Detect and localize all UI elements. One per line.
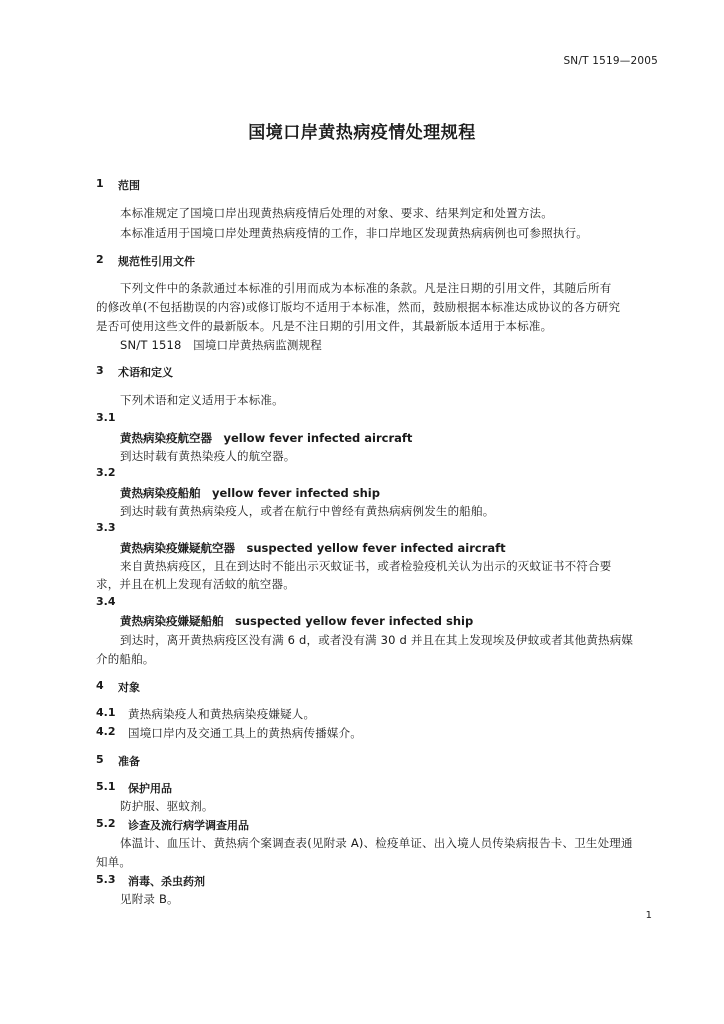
subsection-heading: 诊查及流行病学调查用品	[128, 819, 249, 832]
subsection-number: 5.3	[96, 873, 116, 886]
item-number: 4.1	[96, 706, 116, 719]
term-definition: 到达时载有黄热染疫人的航空器。	[120, 449, 296, 463]
paragraph-line: 的修改单(不包括勘误的内容)或修订版均不适用于本标准，然而，鼓励根据本标准达成协议的各方研究	[96, 300, 621, 314]
term-title: 黄热病染疫航空器 yellow fever infected aircraft	[120, 431, 413, 445]
term-definition: 到达时载有黄热病染疫人，或者在航行中曾经有黄热病病例发生的船舶。	[120, 504, 495, 518]
term-definition-line: 到达时，离开黄热病疫区没有满 6 d，或者没有满 30 d 并且在其上发现埃及伊蚊或者其他黄热病媒	[120, 633, 634, 647]
section-2-heading: 规范性引用文件	[118, 255, 195, 268]
item-text: 黄热病染疫人和黄热病染疫嫌疑人。	[128, 707, 316, 721]
section-4-heading: 对象	[118, 681, 140, 694]
subsection-heading: 保护用品	[128, 782, 172, 795]
document-title: 国境口岸黄热病疫情处理规程	[248, 123, 476, 143]
term-title: 黄热病染疫嫌疑航空器 suspected yellow fever infected aircraft	[120, 541, 506, 555]
term-number: 3.4	[96, 595, 116, 608]
section-3-heading: 术语和定义	[118, 366, 173, 379]
section-1-heading: 范围	[118, 179, 140, 192]
paragraph-line: 是否可使用这些文件的最新版本。凡是不注日期的引用文件，其最新版本适用于本标准。	[96, 319, 553, 333]
section-5-number: 5	[96, 753, 104, 766]
paragraph: 本标准适用于国境口岸处理黄热病疫情的工作，非口岸地区发现黄热病病例也可参照执行。	[120, 226, 588, 240]
subsection-text-line: 体温计、血压计、黄热病个案调查表(见附录 A)、检疫单证、出入境人员传染病报告卡、卫生处理通	[120, 836, 633, 850]
term-definition-line: 介的船舶。	[96, 652, 155, 666]
section-5-heading: 准备	[118, 755, 140, 768]
term-definition-line: 求，并且在机上发现有活蚊的航空器。	[96, 577, 295, 591]
page-number: 1	[645, 910, 652, 921]
section-1-number: 1	[96, 177, 104, 190]
term-number: 3.3	[96, 521, 116, 534]
item-number: 4.2	[96, 725, 116, 738]
term-definition-line: 来自黄热病疫区，且在到达时不能出示灭蚊证书，或者检验疫机关认为出示的灭蚊证书不符合要	[120, 559, 612, 573]
section-3-number: 3	[96, 364, 104, 377]
item-text: 国境口岸内及交通工具上的黄热病传播媒介。	[128, 726, 362, 740]
term-number: 3.1	[96, 411, 116, 424]
section-4-number: 4	[96, 679, 104, 692]
normative-reference: SN/T 1518 国境口岸黄热病监测规程	[120, 338, 322, 352]
term-title: 黄热病染疫船舶 yellow fever infected ship	[120, 486, 380, 500]
term-title: 黄热病染疫嫌疑船舶 suspected yellow fever infected ship	[120, 614, 474, 628]
paragraph: 下列术语和定义适用于本标准。	[120, 393, 284, 407]
subsection-text: 防护服、驱蚊剂。	[120, 799, 214, 813]
paragraph: 本标准规定了国境口岸出现黄热病疫情后处理的对象、要求、结果判定和处置方法。	[120, 206, 553, 220]
subsection-number: 5.2	[96, 817, 116, 830]
paragraph-line: 下列文件中的条款通过本标准的引用而成为本标准的条款。凡是注日期的引用文件，其随后所有	[120, 281, 612, 295]
standard-number: SN/T 1519—2005	[563, 55, 658, 67]
subsection-heading: 消毒、杀虫药剂	[128, 875, 205, 888]
subsection-text: 见附录 B。	[120, 892, 179, 906]
section-2-number: 2	[96, 253, 104, 266]
term-number: 3.2	[96, 466, 116, 479]
subsection-text-line: 知单。	[96, 855, 132, 869]
subsection-number: 5.1	[96, 780, 116, 793]
